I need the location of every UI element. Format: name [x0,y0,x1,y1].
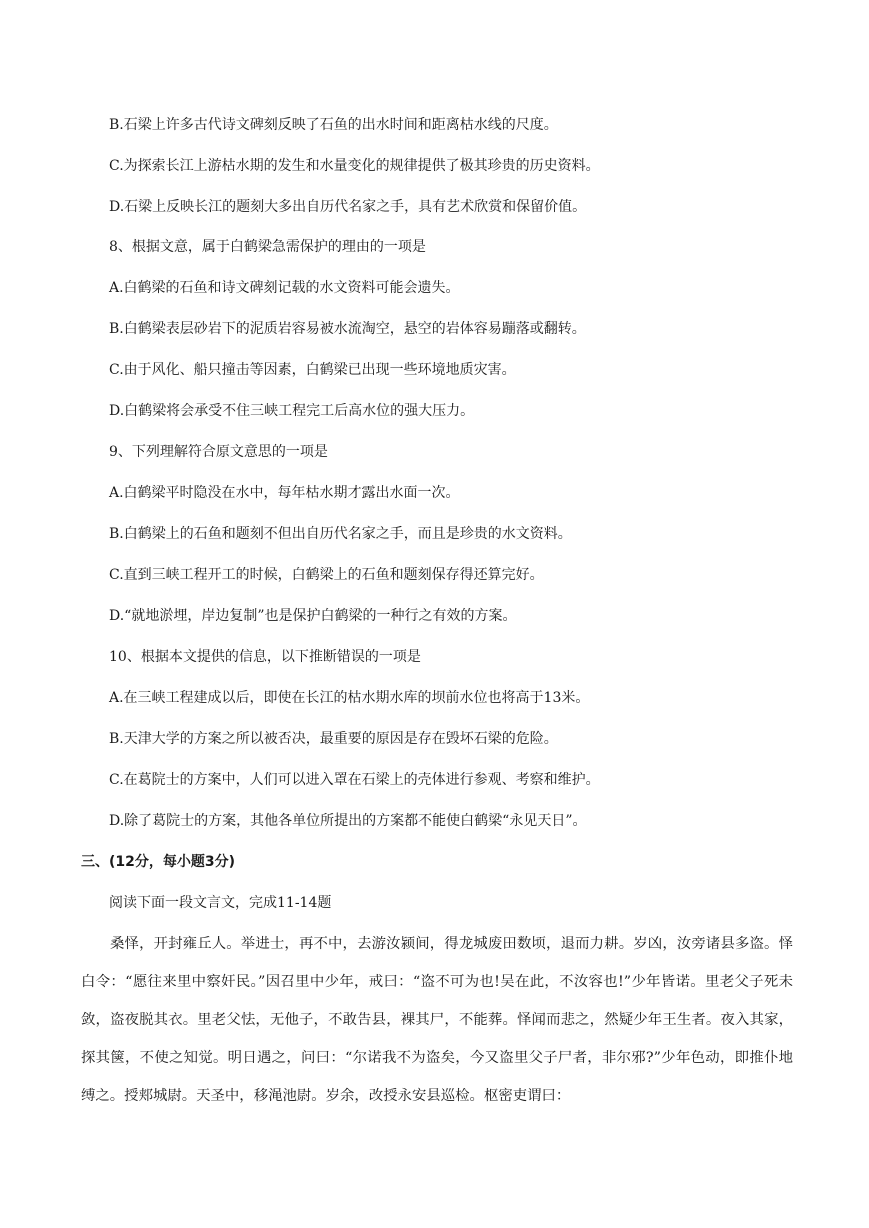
option-8d: D.白鹤梁将会承受不住三峡工程完工后高水位的强大压力。 [109,403,475,419]
question-9: 9、下列理解符合原文意思的一项是 [109,444,328,460]
option-10b: B.天津大学的方案之所以被否决，最重要的原因是存在毁坏石梁的危险。 [109,731,558,747]
option-8c: C.由于风化、船只撞击等因素，白鹤梁已出现一些环境地质灾害。 [109,362,516,378]
option-9a: A.白鹤梁平时隐没在水中，每年枯水期才露出水面一次。 [109,485,460,501]
option-10c: C.在葛院士的方案中，人们可以进入罩在石梁上的壳体进行参观、考察和维护。 [109,772,600,788]
question-10: 10、根据本文提供的信息，以下推断错误的一项是 [109,649,421,665]
option-9b: B.白鹤梁上的石鱼和题刻不但出自历代名家之手，而且是珍贵的水文资料。 [109,526,572,542]
option-10a: A.在三峡工程建成以后，即使在长江的枯水期水库的坝前水位也将高于13米。 [109,690,590,706]
section-heading: 三、(12分，每小题3分) [81,854,236,870]
option-9c: C.直到三峡工程开工的时候，白鹤梁上的石鱼和题刻保存得还算完好。 [109,567,544,583]
classical-chinese-passage: 桑怿，开封雍丘人。举进士，再不中，去游汝颍间，得龙城废田数顷，退而力耕。岁凶，汝旁诸县多盗。怿白令：“愿往来里中察奸民。”因召里中少年，戒曰：“盗不可为也!吴在此，不汝容也!”少年皆诺。里老父子死未敛，盗夜脱其衣。里老父怯，无他子，不敢告县，裸其尸，不能葬。怿闻而悲之，然疑少年王生者。夜入其家，探其箧，不使之知觉。明日遇之，问曰：“尔诺我不为盗矣，今又盗里父子尸者，非尔邪?”少年色动，即推仆地缚之。授郏城尉。天圣中，移渑池尉。岁余，改授永安县巡检。枢密吏谓曰： [81,936,793,1104]
option-8a: A.白鹤梁的石鱼和诗文碑刻记载的水文资料可能会遗失。 [109,280,460,296]
option-7c: C.为探索长江上游枯水期的发生和水量变化的规律提供了极其珍贵的历史资料。 [109,158,600,174]
option-9d: D.“就地淤埋，岸边复制”也是保护白鹤梁的一种行之有效的方案。 [109,608,517,624]
option-7d: D.石梁上反映长江的题刻大多出自历代名家之手，具有艺术欣赏和保留价值。 [109,199,587,215]
question-8: 8、根据文意，属于白鹤梁急需保护的理由的一项是 [109,239,426,255]
reading-instruction: 阅读下面一段文言文，完成11-14题 [109,895,332,911]
option-10d: D.除了葛院士的方案，其他各单位所提出的方案都不能使白鹤梁“永见天日”。 [109,813,587,829]
option-8b: B.白鹤梁表层砂岩下的泥质岩容易被水流淘空，悬空的岩体容易蹦落或翻转。 [109,321,586,337]
option-7b: B.石梁上许多古代诗文碑刻反映了石鱼的出水时间和距离枯水线的尺度。 [109,117,558,133]
